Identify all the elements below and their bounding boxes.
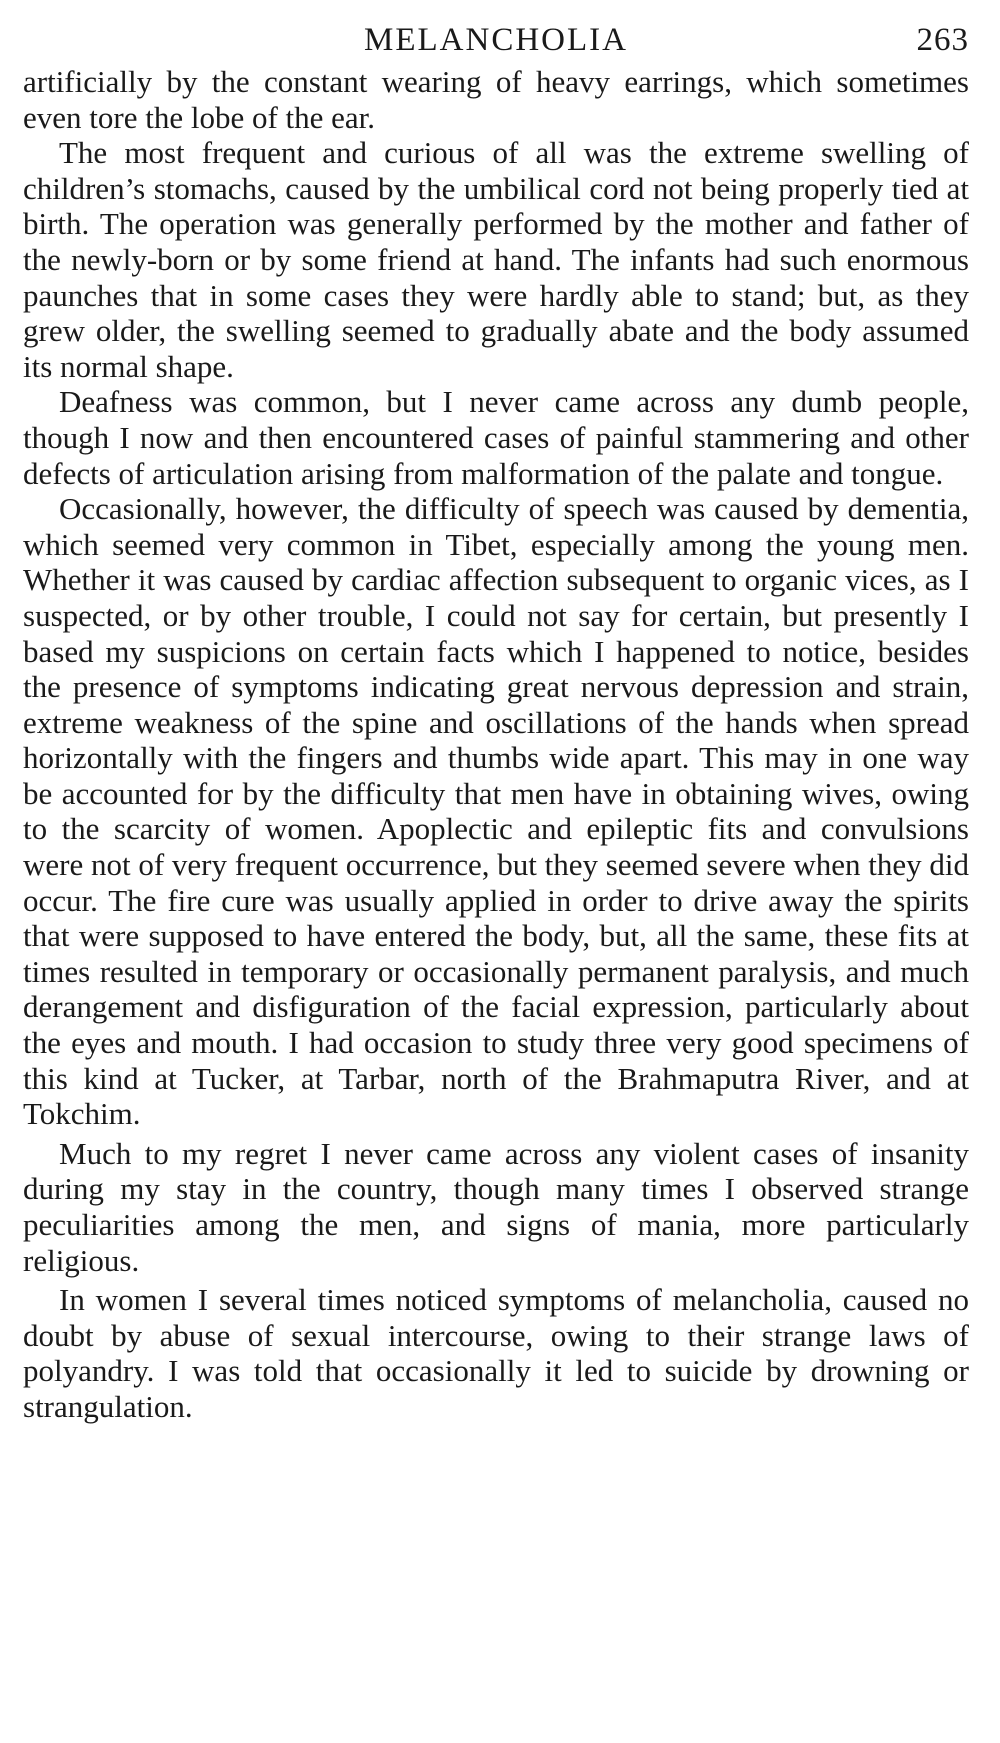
running-head xyxy=(23,18,969,64)
paragraph: In women I several times noticed symptoms of melancholia, caused no doubt by abuse of sexual intercourse, owing to their strange laws of polyandry. I was told that occasionally it led to suicide by drowning or strangulation. xyxy=(23,1282,969,1424)
paragraph: Occasionally, however, the difficulty of speech was caused by dementia, which seemed very common in Tibet, especially among the young men. Whether it was caused by cardiac affection subsequent to organic vices, as I suspected, or by other trouble, I could not say for certain, but presently I based my suspicions on certain facts which I happened to notice, besides the presence of symptoms indicating great nervous depression and strain, extreme weakness of the spine and oscillations of the hands when spread horizontally with the fingers and thumbs wide apart. This may in one way be accounted for by the difficulty that men have in obtaining wives, owing to the scarcity of women. Apoplectic and epileptic fits and convulsions were not of very frequent occurrence, but they seemed severe when they did occur. The fire cure was usually applied in order to drive away the spirits that were supposed to have entered the body, but, all the same, these fits at times resulted in temporary or occasionally permanent paralysis, and much derangement and disfiguration of the facial expression, particularly about the eyes and mouth. I had occasion to study three very good specimens of this kind at Tucker, at Tarbar, north of the Brahmaputra River, and at Tokchim. xyxy=(23,491,969,1132)
page-number: 263 xyxy=(916,22,969,58)
paragraph: Much to my regret I never came across any violent cases of insanity during my stay in the country, though many times I observed strange peculiarities among the men, and signs of mania, more particularly religious. xyxy=(23,1135,969,1278)
chapter-title: MELANCHOLIA xyxy=(364,22,628,58)
paragraph: The most frequent and curious of all was the extreme swelling of children’s stomachs, caused by the umbilical cord not being properly tied at birth. The operation was generally performed by the mother and father of the newly-born or by some friend at hand. The infants had such enormous paunches that in some cases they were hardly able to stand; but, as they grew older, the swelling seemed to gradually abate and the body assumed its normal shape. xyxy=(23,135,969,384)
book-page xyxy=(23,18,969,1425)
paragraph: Deafness was common, but I never came across any dumb people, though I now and then encountered cases of painful stammering and other defects of articulation arising from malformation of the palate and tongue. xyxy=(23,384,969,491)
body-text xyxy=(23,64,969,1425)
paragraph-continuation: artificially by the constant wearing of heavy earrings, which sometimes even tore the lobe of the ear. xyxy=(23,64,969,135)
